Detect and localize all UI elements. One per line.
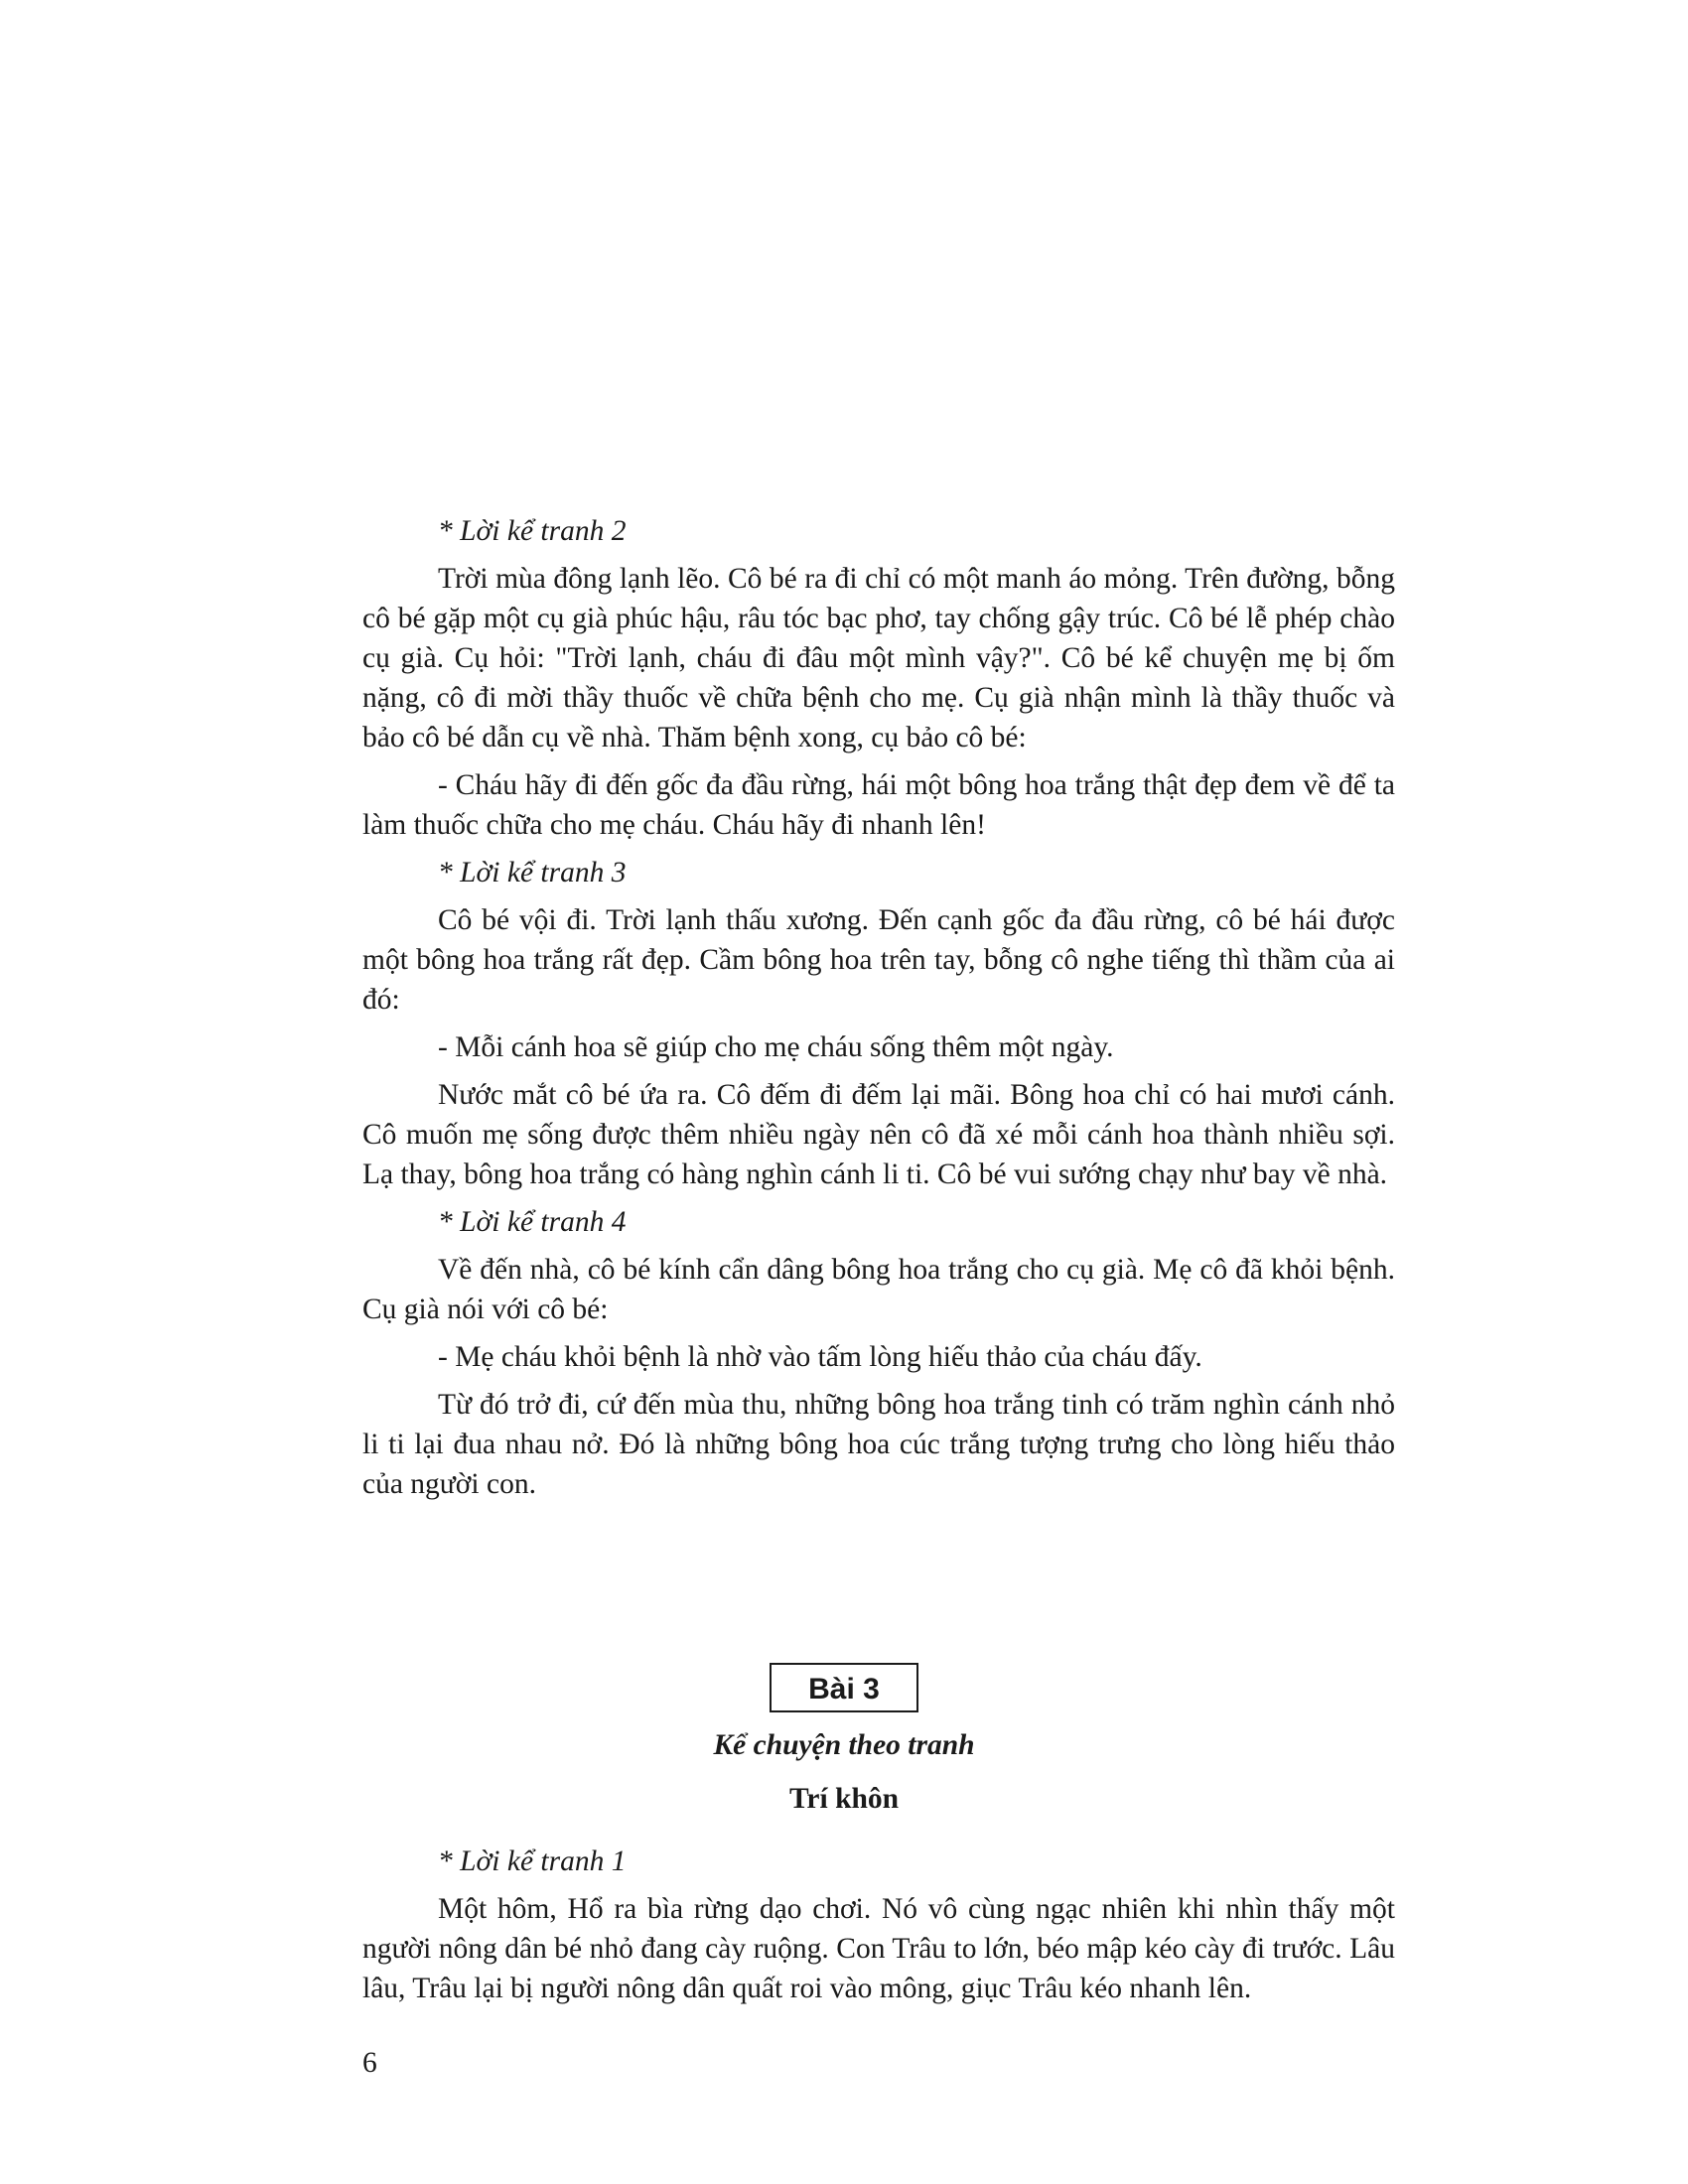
lesson-title: Trí khôn xyxy=(788,1783,900,1815)
section-heading-tranh-1: * Lời kể tranh 1 xyxy=(438,1845,627,1877)
dialogue-line: - Cháu hãy đi đến gốc đa đầu rừng, hái một bông hoa trắng thật đẹp đem về để ta làm thuốc chữa cho mẹ cháu. Cháu hãy đi nhanh lên! xyxy=(362,769,1395,841)
paragraph: Một hôm, Hổ ra bìa rừng dạo chơi. Nó vô cùng ngạc nhiên khi nhìn thấy một người nông dân bé nhỏ đang cày ruộng. Con Trâu to lớn, béo mập kéo cày đi trước. Lâu lâu, Trâu lại bị người nông dân quất roi vào mông, giục Trâu kéo nhanh lên. xyxy=(362,1893,1395,2004)
paragraph: Trời mùa đông lạnh lẽo. Cô bé ra đi chỉ có một manh áo mỏng. Trên đường, bỗng cô bé gặp một cụ già phúc hậu, râu tóc bạc phơ, tay chống gậy trúc. Cô bé lễ phép chào cụ già. Cụ hỏi: "Trời lạnh, cháu đi đâu một mình vậy?". Cô bé kể chuyện mẹ bị ốm nặng, cô đi mời thầy thuốc về chữa bệnh cho mẹ. Cụ già nhận mình là thầy thuốc và bảo cô bé dẫn cụ về nhà. Thăm bệnh xong, cụ bảo cô bé: xyxy=(362,563,1395,753)
lesson-subtitle: Kể chuyện theo tranh xyxy=(713,1729,975,1761)
section-heading-tranh-2: * Lời kể tranh 2 xyxy=(438,515,627,547)
lesson-label-wrapper xyxy=(0,1663,1688,1712)
section-heading-tranh-4: * Lời kể tranh 4 xyxy=(438,1206,627,1238)
dialogue-line: - Mẹ cháu khỏi bệnh là nhờ vào tấm lòng hiếu thảo của cháu đấy. xyxy=(438,1341,1202,1373)
paragraph: Nước mắt cô bé ứa ra. Cô đếm đi đếm lại mãi. Bông hoa chỉ có hai mươi cánh. Cô muốn mẹ sống được thêm nhiều ngày nên cô đã xé mỗi cánh hoa thành nhiều sợi. Lạ thay, bông hoa trắng có hàng nghìn cánh li ti. Cô bé vui sướng chạy như bay về nhà. xyxy=(362,1079,1395,1190)
page-number: 6 xyxy=(362,2047,377,2079)
paragraph: Từ đó trở đi, cứ đến mùa thu, những bông hoa trắng tinh có trăm nghìn cánh nhỏ li ti lại đua nhau nở. Đó là những bông hoa cúc trắng tượng trưng cho lòng hiếu thảo của người con. xyxy=(362,1389,1395,1500)
story-section-1 xyxy=(362,511,1395,1512)
lesson-label-box: Bài 3 xyxy=(770,1663,918,1712)
paragraph: Về đến nhà, cô bé kính cẩn dâng bông hoa trắng cho cụ già. Mẹ cô đã khỏi bệnh. Cụ già nói với cô bé: xyxy=(362,1254,1395,1325)
story-section-2 xyxy=(362,1842,1395,2016)
paragraph: Cô bé vội đi. Trời lạnh thấu xương. Đến cạnh gốc đa đầu rừng, cô bé hái được một bông hoa trắng rất đẹp. Cầm bông hoa trên tay, bỗng cô nghe tiếng thì thầm của ai đó: xyxy=(362,904,1395,1016)
section-heading-tranh-3: * Lời kể tranh 3 xyxy=(438,857,627,888)
dialogue-line: - Mỗi cánh hoa sẽ giúp cho mẹ cháu sống thêm một ngày. xyxy=(438,1031,1114,1063)
